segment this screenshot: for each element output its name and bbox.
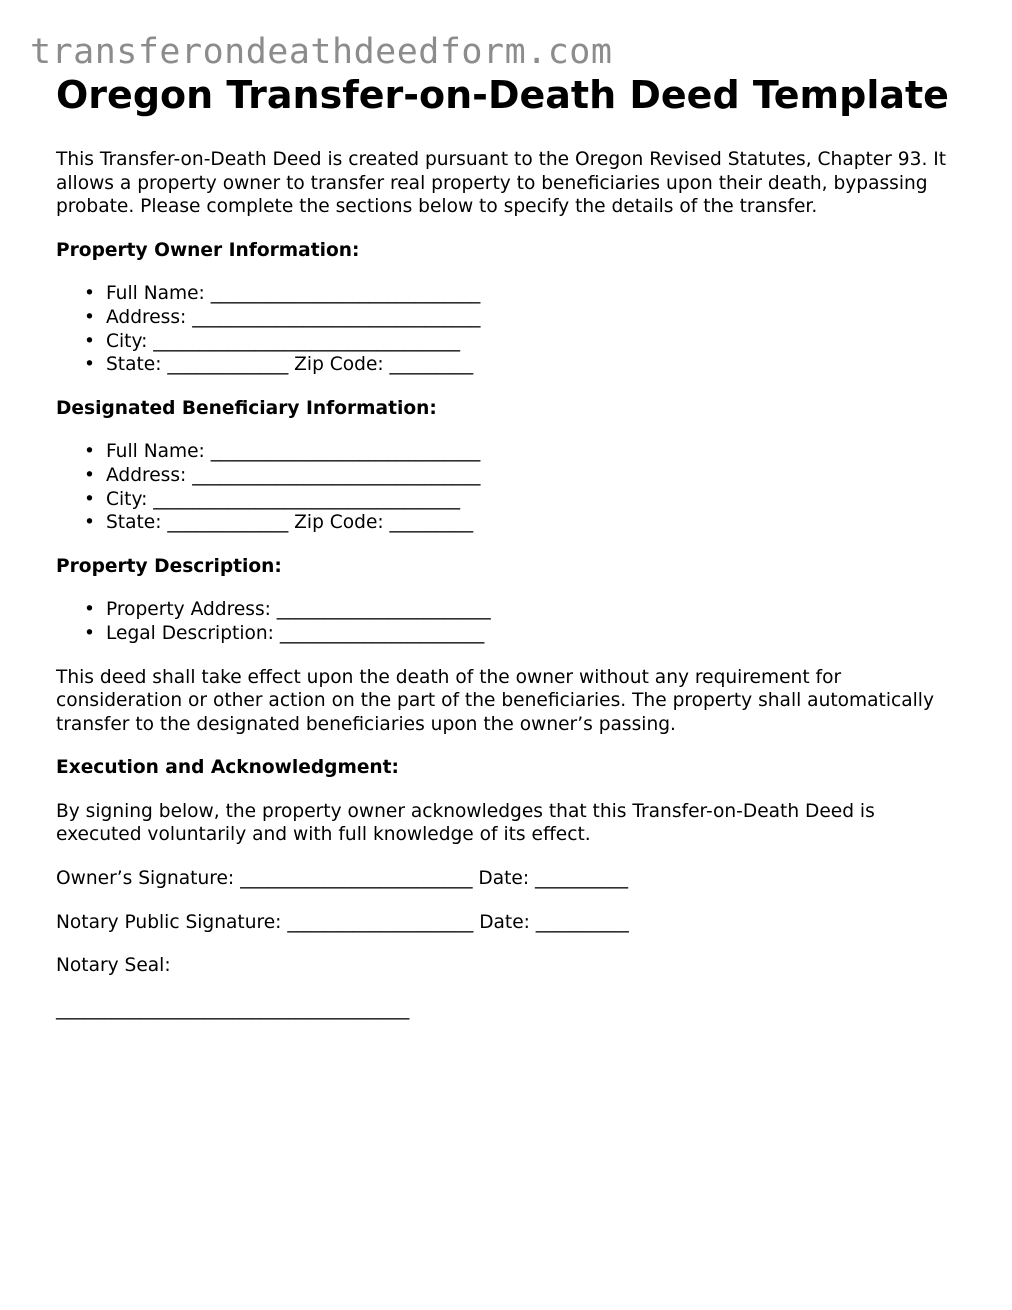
document-page — [56, 72, 966, 1021]
property-address-field[interactable]: • Property Address: _______________________ — [106, 598, 966, 622]
beneficiary-section-heading: Designated Beneficiary Information: — [56, 397, 437, 419]
property-info-list — [56, 598, 966, 645]
property-section-heading: Property Description: — [56, 555, 282, 577]
document-title: Oregon Transfer-on-Death Deed Template — [56, 73, 949, 117]
execution-paragraph: By signing below, the property owner acknowledges that this Transfer-on-Death Deed is executed voluntarily and with full knowledge of its effect. — [56, 800, 875, 846]
beneficiary-full-name-field[interactable]: • Full Name: _____________________________ — [106, 440, 966, 464]
owner-city-field[interactable]: • City: _________________________________ — [106, 330, 966, 354]
notary-signature-field[interactable]: Notary Public Signature: ____________________ Date: __________ — [56, 911, 629, 933]
notary-seal-line[interactable]: ______________________________________ — [56, 998, 410, 1020]
owner-full-name-field[interactable]: • Full Name: _____________________________ — [106, 282, 966, 306]
owner-info-list — [56, 282, 966, 376]
execution-section-heading: Execution and Acknowledgment: — [56, 757, 399, 779]
owner-section-heading: Property Owner Information: — [56, 239, 360, 261]
effect-paragraph: This deed shall take effect upon the death of the owner without any requirement for consideration or other action on the part of the beneficiaries. The property shall automatically transfer to the designated beneficiaries upon the owner’s passing. — [56, 666, 934, 735]
owner-state-zip-field[interactable]: • State: _____________ Zip Code: _________ — [106, 353, 966, 377]
legal-description-field[interactable]: • Legal Description: ______________________ — [106, 622, 966, 646]
watermark: transferondeathdeedform.com — [30, 32, 613, 72]
intro-paragraph: This Transfer-on-Death Deed is created pursuant to the Oregon Revised Statutes, Chapter 93. It allows a property owner to transfer real property to beneficiaries upon their death, bypassing probate. Please complete the sections below to specify the details of the transfer. — [56, 149, 947, 218]
beneficiary-info-list — [56, 440, 966, 534]
beneficiary-city-field[interactable]: • City: _________________________________ — [106, 488, 966, 512]
beneficiary-state-zip-field[interactable]: • State: _____________ Zip Code: _________ — [106, 511, 966, 535]
owner-signature-field[interactable]: Owner’s Signature: _________________________ Date: __________ — [56, 868, 629, 890]
beneficiary-address-field[interactable]: • Address: _______________________________ — [106, 464, 966, 488]
owner-address-field[interactable]: • Address: _______________________________ — [106, 306, 966, 330]
notary-seal-label: Notary Seal: — [56, 955, 171, 977]
